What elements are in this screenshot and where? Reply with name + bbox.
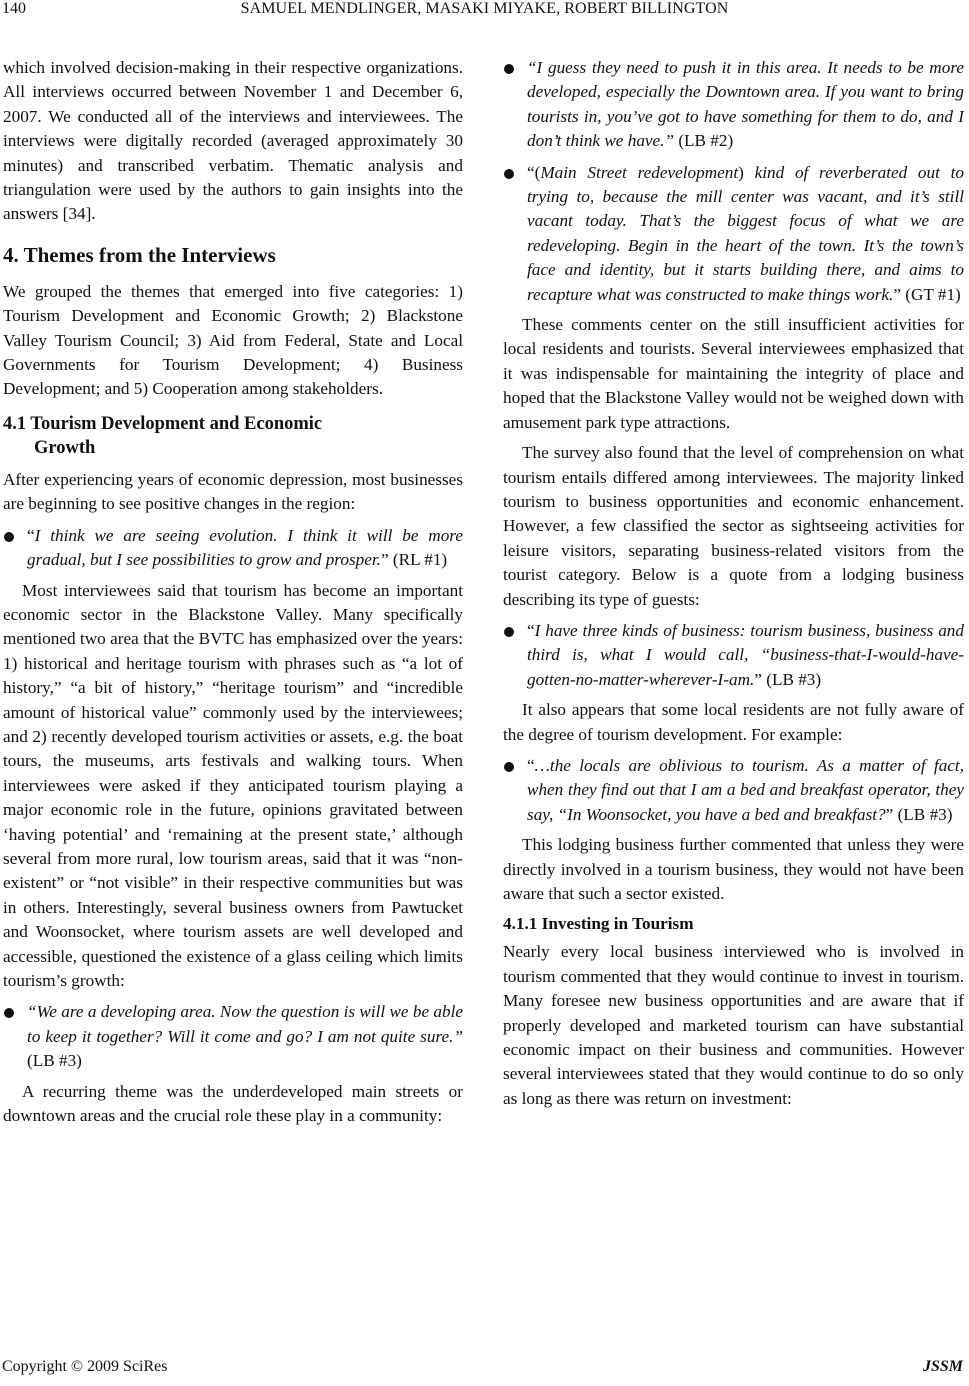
- running-header: [0, 0, 969, 22]
- paragraph-comprehension: The survey also found that the level of comprehension on what tourism entails differed among interviewees. The majority linked tourism to business opportunities and economic enhancement. However, a few classified the sector as sightseeing activities for leisure visitors, separating business-related visitors from the tourist category. Below is a quote from a lodging business describing its type of guests:: [503, 443, 964, 609]
- subsubsection-heading-investing: 4.1.1 Investing in Tourism: [503, 914, 694, 934]
- copyright-notice: Copyright © 2009 SciRes: [2, 1358, 168, 1375]
- bullet-icon: [504, 169, 514, 179]
- paragraph-local-residents: It also appears that some local residents are not fully aware of the degree of tourism development. For example:: [503, 700, 964, 744]
- paragraph-investing: Nearly every local business interviewed who is involved in tourism commented that they would continue to invest in tourism. Many foresee new business opportunities and are aware that if properly developed and marketed tourism can have substantial economic impact on their business and communities. However several interviewees stated that they would continue to do so only as long as there was return on investment:: [503, 942, 964, 1108]
- bullet-icon: [504, 64, 514, 74]
- running-head-authors: SAMUEL MENDLINGER, MASAKI MIYAKE, ROBERT BILLINGTON: [240, 0, 729, 17]
- quote-bullet-lb3-locals: “…the locals are oblivious to tourism. As a matter of fact, when they find out that I am a bed and breakfast operator, they say, “In Woonsocket, you have a bed and breakfast?” (LB #3): [503, 754, 964, 827]
- quote-bullet-rl1: “I think we are seeing evolution. I think it will be more gradual, but I see possibilities to grow and prosper.” (RL #1): [3, 524, 463, 573]
- section-heading-themes: 4. Themes from the Interviews: [3, 242, 276, 267]
- quote-bullet-gt1: “(Main Street redevelopment) kind of reverberated out to trying to, because the mill center was vacant, and it’s still vacant today. That’s the biggest focus of what we are redeveloping. Begin in the heart of the town. It’s the town’s face and identity, but it starts building there, and aims to recapture what was constructed to make things work.” (GT #1): [503, 161, 964, 307]
- paragraph-economic-depression: After experiencing years of economic depression, most businesses are beginning to see positive changes in the region:: [3, 469, 463, 514]
- quote-text: I have three kinds of business: tourism business, business and third is, what I would call, “business-that-I-would-have-gotten-no-matter-wherever-I-am.: [527, 620, 964, 689]
- right-column: [503, 56, 964, 1111]
- quote-attribution: (LB #3): [27, 1051, 82, 1071]
- quote-text: kind of reverberated out to trying to, because the mill center was vacant, and it’s still vacant today. That’s the biggest focus of what we are redeveloping. Begin in the heart of the town. It’s the town’s face and identity, but it starts building there, and aims to recapture what was constructed to make things work.: [527, 162, 965, 304]
- quote-attribution: ” (RL #1): [380, 550, 448, 570]
- quote-text-topic: Main Street redevelopment: [540, 162, 739, 182]
- quote-attribution: ” (GT #1): [893, 284, 961, 304]
- quote-text: “We are a developing area. Now the question is will we be able to keep it together? Will it come and go? I am not quite sure.”: [27, 1002, 463, 1046]
- quote-attribution: ” (LB #3): [754, 669, 822, 689]
- paragraph-methods-end: which involved decision-making in their respective organizations. All interviews occurred between November 1 and December 6, 2007. We conducted all of the interviews and interviewees. The interviews were digitally recorded (averaged approximately 30 minutes) and transcribed verbatim. Thematic analysis and triangulation were used by the authors to gain insights into the answers [34].: [3, 58, 463, 224]
- left-column: [3, 56, 463, 1128]
- paragraph-important-sector: Most interviewees said that tourism has become an important economic sector in the Blackstone Valley. Many specifically mentioned two area that the BVTC has emphasized over the years: 1) historical and heritage tourism with phrases such as “a lot of history,” “a bit of history,” “heritage tourism” and “incredible amount of historical value” commonly used by the interviewees; and 2) recently developed tourism activities or assets, e.g. the boat tours, the museums, arts festivals and walking tours. When interviewees were asked if they anticipated tourism playing a major economic role in the future, opinions gravitated between ‘having potential’ and ‘remaining at the present state,’ although several from more rural, low tourism areas, said that it was “non-existent” or “not visible” in their respective communities but was in others. Interestingly, several business owners from Pawtucket and Woonsocket, where tourism assets are well developed and accessible, questioned the existence of a glass ceiling which limits tourism’s growth:: [3, 580, 463, 990]
- paragraph-recurring-theme: A recurring theme was the underdeveloped main streets or downtown areas and the crucial role these play in a community:: [3, 1081, 463, 1126]
- quote-bullet-lb3-business: “I have three kinds of business: tourism business, business and third is, what I would call, “business-that-I-would-have-gotten-no-matter-wherever-I-am.” (LB #3): [503, 619, 964, 692]
- paragraph-categories: We grouped the themes that emerged into five categories: 1) Tourism Development and Economic Growth; 2) Blackstone Valley Tourism Council; 3) Aid from Federal, State and Local Governments for Tourism Development; 4) Business Development; and 5) Cooperation among stakeholders.: [3, 281, 463, 399]
- page-number: 140: [2, 0, 26, 17]
- quote-text: “I guess they need to push it in this area. It needs to be more developed, especially the Downtown area. If you want to bring tourists in, you’ve got to have something for them to do, and I don’t think we have.”: [527, 58, 964, 151]
- quote-bullet-lb3-developing: [3, 1000, 463, 1073]
- bullet-icon: [504, 762, 514, 772]
- bullet-icon: [504, 627, 514, 637]
- quote-text: I think we are seeing evolution. I think it will be more gradual, but I see possibilities to grow and prosper.: [27, 525, 463, 570]
- quote-bullet-lb2: [503, 56, 964, 154]
- paragraph-lodging-business: This lodging business further commented that unless they were directly involved in a tourism business, they would not have been aware that such a sector existed.: [503, 835, 964, 903]
- quote-text: …the locals are oblivious to tourism. As a matter of fact, when they find out that I am a bed and breakfast operator, they say, “In Woonsocket, you have a bed and breakfast?: [527, 755, 964, 824]
- bullet-icon: [4, 1008, 14, 1018]
- bullet-icon: [4, 532, 14, 542]
- quote-attribution: ” (LB #3): [885, 804, 953, 824]
- paragraph-insufficient-activities: These comments center on the still insufficient activities for local residents and tourists. Several interviewees emphasized that it was indispensable for maintaining the integrity of place and hoped that the Blackstone Valley would not be weighed down with amusement park type attractions.: [503, 315, 964, 432]
- journal-abbreviation: JSSM: [922, 1358, 963, 1375]
- subsection-heading-line2: Growth: [34, 437, 96, 458]
- quote-attribution: (LB #2): [674, 131, 734, 151]
- subsection-heading-tourism-development: [3, 412, 463, 460]
- subsection-heading-line1: 4.1 Tourism Development and Economic: [3, 413, 323, 434]
